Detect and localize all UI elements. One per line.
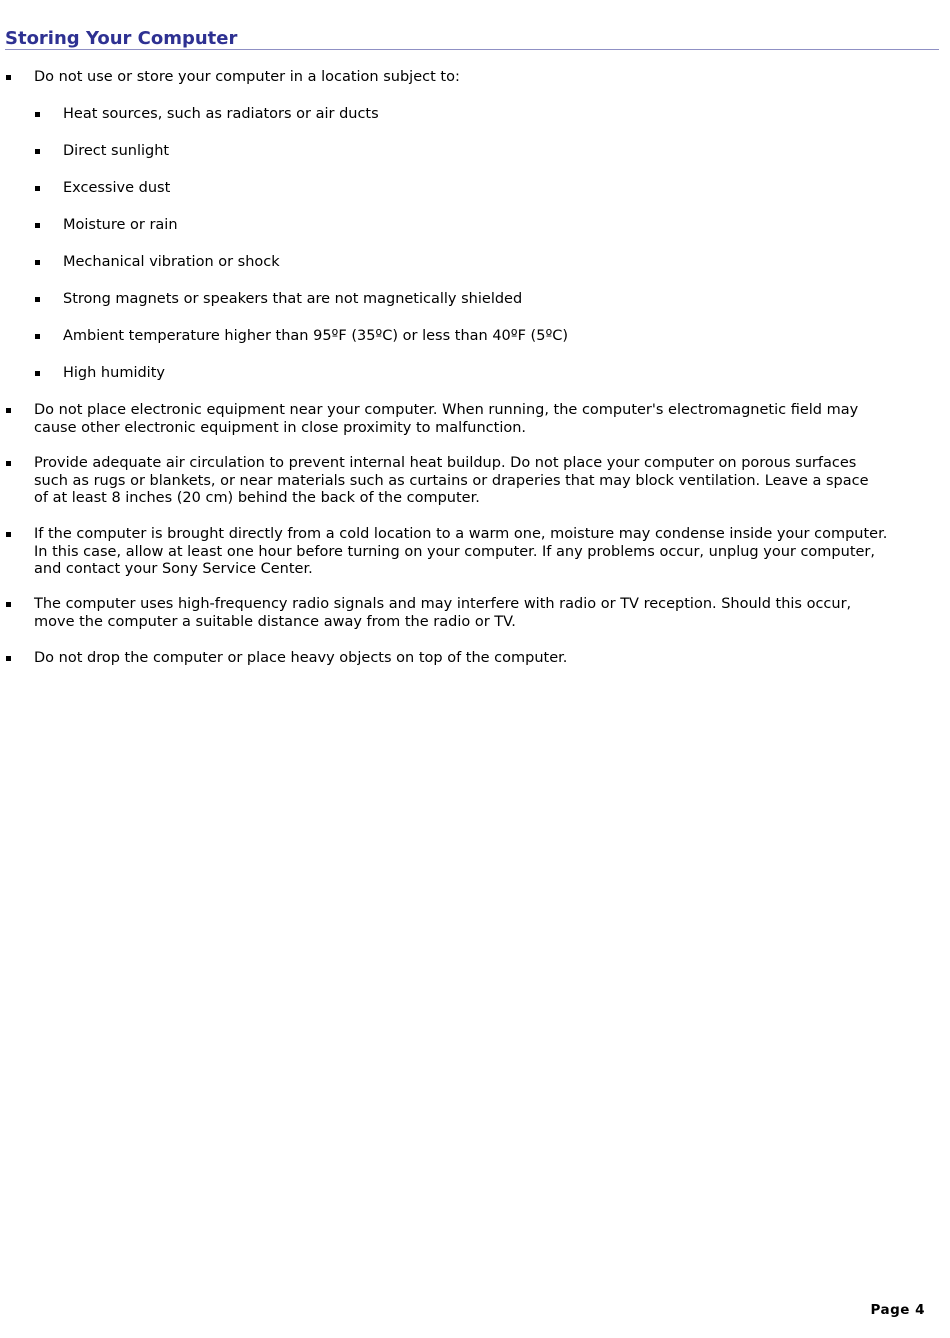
list-item-text: Do not drop the computer or place heavy objects on top of the computer. <box>34 650 568 666</box>
list-item-text: Do not use or store your computer in a location subject to: <box>34 69 460 85</box>
sub-list-item-text: Excessive dust <box>63 180 171 196</box>
sub-list-item-text: Ambient temperature higher than 95ºF (35ºC) or less than 40ºF (5ºC) <box>63 328 569 344</box>
square-bullet-icon <box>6 408 11 413</box>
square-bullet-icon <box>6 656 11 661</box>
square-bullet-icon <box>6 75 11 80</box>
square-bullet-icon <box>35 297 40 302</box>
square-bullet-icon <box>6 461 11 466</box>
square-bullet-icon <box>35 112 40 117</box>
sub-list-item-text: Strong magnets or speakers that are not magnetically shielded <box>63 291 523 307</box>
sub-list-item-text: Mechanical vibration or shock <box>63 254 280 270</box>
sub-list-item-text: Heat sources, such as radiators or air ducts <box>63 106 379 122</box>
sub-list-item-text: Direct sunlight <box>63 143 170 159</box>
list-item-text: Provide adequate air circulation to prevent internal heat buildup. Do not place your computer on porous surfaces such as rugs or blankets, or near materials such as curtains or draperies that may block ventilation. Leave a space of at least 8 inches (20 cm) behind the back of the computer. <box>34 455 869 507</box>
square-bullet-icon <box>35 260 40 265</box>
list-item-text: Do not place electronic equipment near your computer. When running, the computer's electromagnetic field may cause other electronic equipment in close proximity to malfunction. <box>34 402 859 436</box>
square-bullet-icon <box>35 223 40 228</box>
sub-list-item-text: High humidity <box>63 365 165 381</box>
sub-list-item-text: Moisture or rain <box>63 217 178 233</box>
title-underline <box>5 49 939 50</box>
square-bullet-icon <box>6 532 11 537</box>
list-item-text: If the computer is brought directly from a cold location to a warm one, moisture may condense inside your computer. In this case, allow at least one hour before turning on your computer. If any problems occur, unplug your computer, and contact your Sony Service Center. <box>34 526 888 578</box>
page-number: Page 4 <box>870 1302 925 1318</box>
square-bullet-icon <box>35 149 40 154</box>
square-bullet-icon <box>35 371 40 376</box>
square-bullet-icon <box>35 334 40 339</box>
list-item-text: The computer uses high-frequency radio signals and may interfere with radio or TV reception. Should this occur, move the computer a suitable distance away from the radio or TV. <box>34 596 852 630</box>
square-bullet-icon <box>6 602 11 607</box>
page-title: Storing Your Computer <box>5 28 238 49</box>
square-bullet-icon <box>35 186 40 191</box>
